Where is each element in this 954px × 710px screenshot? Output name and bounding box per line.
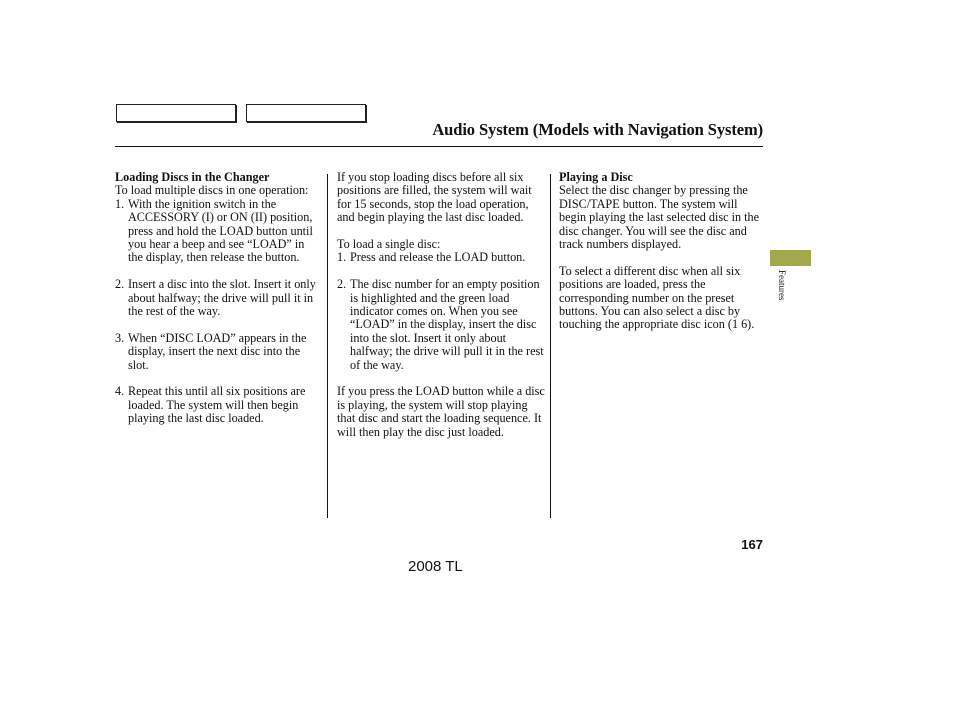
list-text: When “DISC LOAD” appears in the display, insert the next disc into the slot. (128, 330, 307, 372)
column-divider-1 (327, 174, 328, 518)
list-number: 3. (115, 330, 125, 345)
list-text: With the ignition switch in the ACCESSORY (I) or ON (II) position, press and hold the LOAD button until you hear a beep and see “LOAD” in the display, then release the button. (128, 196, 313, 265)
title-rule (115, 146, 763, 147)
list-number: 2. (115, 277, 125, 292)
footer-model-label: 2008 TL (408, 558, 463, 575)
list-item (115, 385, 320, 425)
left-intro: To load multiple discs in one operation: (115, 183, 309, 198)
list-text: Insert a disc into the slot. Insert it only about halfway; the drive will pull it in the rest of the way. (128, 277, 316, 319)
list-text: Repeat this until all six positions are loaded. The system will then begin playing the last disc loaded. (128, 384, 306, 426)
middle-column (337, 171, 545, 439)
header-tab-box-2 (246, 104, 366, 122)
right-column (559, 171, 763, 332)
list-number: 1. (115, 196, 125, 211)
list-text: Press and release the LOAD button. (350, 250, 526, 265)
list-item (337, 251, 545, 264)
right-paragraph-2: To select a different disc when all six positions are loaded, press the corresponding number on the preset buttons. You can also select a disc by touching the appropriate disc icon (1 6). (559, 263, 755, 332)
section-side-tab (770, 250, 811, 266)
list-number: 4. (115, 384, 125, 399)
page-number: 167 (741, 537, 763, 552)
section-side-label: Features (777, 270, 787, 301)
middle-paragraph-1: If you stop loading discs before all six positions are filled, the system will wait for 15 seconds, stop the load operation, and begin playing the last disc loaded. (337, 170, 532, 225)
page-title: Audio System (Models with Navigation System) (432, 120, 763, 139)
section-heading-playing-disc: Playing a Disc (559, 170, 633, 184)
column-divider-2 (550, 174, 551, 518)
list-item (115, 278, 320, 318)
header-tab-box-1 (116, 104, 236, 122)
list-item (115, 198, 320, 265)
middle-intro: To load a single disc: (337, 237, 441, 252)
list-item (337, 278, 545, 372)
list-item (115, 332, 320, 372)
right-paragraph-1: Select the disc changer by pressing the DISC/TAPE button. The system will begin playing the last selected disc in the disc changer. You will see the disc and track numbers displayed. (559, 183, 760, 252)
middle-paragraph-2: If you press the LOAD button while a disc is playing, the system will stop playing that disc and start the loading sequence. It will then play the disc just loaded. (337, 384, 545, 439)
list-text: The disc number for an empty position is highlighted and the green load indicator comes on. When you see “LOAD” in the display, insert the disc into the slot. Insert it only about halfway; the drive will pull it in the rest of the way. (350, 277, 544, 372)
list-number: 2. (337, 277, 347, 292)
left-column (115, 171, 320, 426)
list-number: 1. (337, 250, 347, 265)
section-heading-loading-discs: Loading Discs in the Changer (115, 170, 270, 184)
